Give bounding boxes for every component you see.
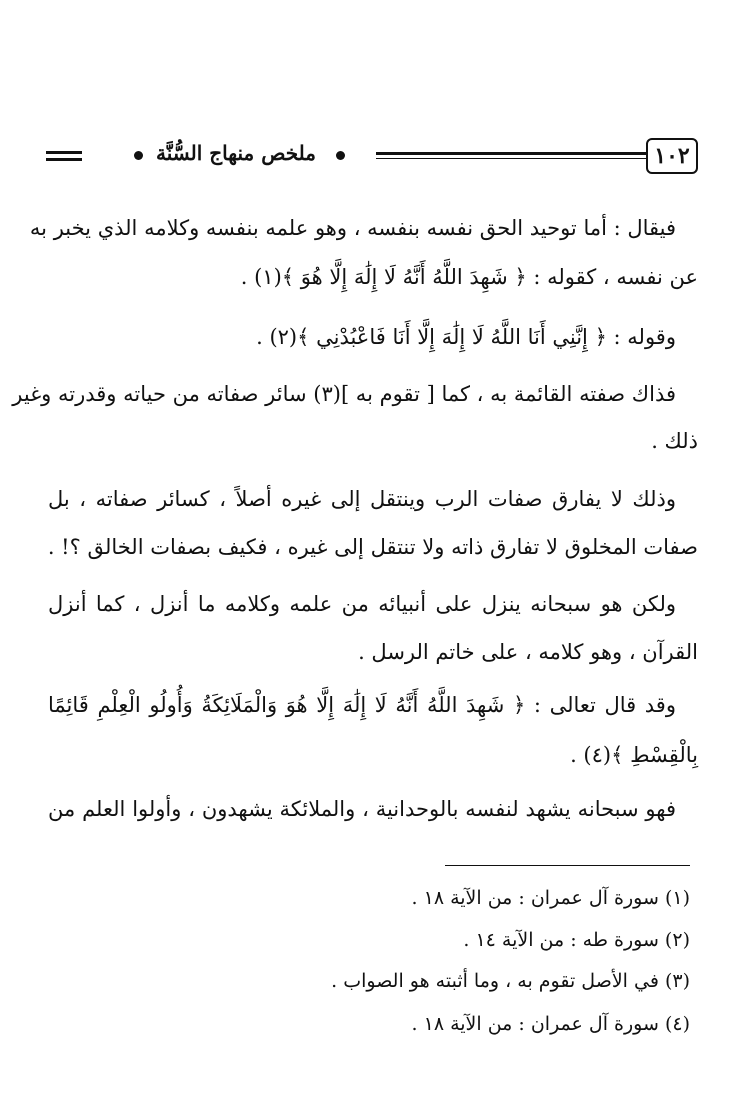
- text-line: القرآن ، وهو كلامه ، على خاتم الرسل .: [358, 640, 698, 664]
- bullet-icon: [134, 151, 143, 160]
- text-line: وذلك لا يفارق صفات الرب وينتقل إلى غيره أصلاً ، كسائر صفاته ، بل: [48, 487, 676, 511]
- text-line: فيقال : أما توحيد الحق نفسه بنفسه ، وهو علمه بنفسه وكلامه الذي يخبر به: [29, 216, 676, 240]
- header-rule: [376, 158, 646, 159]
- text-line: ذلك .: [651, 429, 698, 453]
- text-line: صفات المخلوق لا تفارق ذاته ولا تنتقل إلى غيره ، فكيف بصفات الخالق ؟! .: [47, 535, 698, 559]
- text-line: ولكن هو سبحانه ينزل على أنبيائه من علمه وكلامه ما أنزل ، كما أنزل: [48, 592, 676, 616]
- header-dash: [46, 158, 82, 161]
- footnote-separator: [445, 865, 690, 866]
- text-line: وقد قال تعالى : ﴿ شَهِدَ اللَّهُ أَنَّهُ لَا إِلَٰهَ إِلَّا هُوَ وَالْمَلَائِكَةُ وَأُولُو الْعِلْمِ قَائِمًا: [48, 693, 676, 717]
- running-title: ملخص منهاج السُّنَّة: [156, 141, 316, 165]
- footnote: (١) سورة آل عمران : من الآية ١٨ .: [411, 887, 690, 909]
- text-line: وقوله : ﴿ إِنَّنِي أَنَا اللَّهُ لَا إِلَٰهَ إِلَّا أَنَا فَاعْبُدْنِي ﴾(٢) .: [256, 325, 676, 349]
- text-line: بِالْقِسْطِ ﴾(٤) .: [570, 743, 698, 767]
- footnote: (٢) سورة طه : من الآية ١٤ .: [463, 929, 690, 951]
- text-line: فذاك صفته القائمة به ، كما [ تقوم به ](٣) سائر صفاته من حياته وقدرته وغير: [12, 382, 676, 406]
- page-number: ١٠٢: [646, 138, 698, 174]
- header-rule: [376, 152, 646, 155]
- header-dash: [46, 151, 82, 154]
- text-line: عن نفسه ، كقوله : ﴿ شَهِدَ اللَّهُ أَنَّهُ لَا إِلَٰهَ إِلَّا هُوَ ﴾(١) .: [240, 265, 698, 289]
- footnote: (٣) في الأصل تقوم به ، وما أثبته هو الصواب .: [331, 970, 690, 992]
- footnote: (٤) سورة آل عمران : من الآية ١٨ .: [411, 1013, 690, 1035]
- text-line: فهو سبحانه يشهد لنفسه بالوحدانية ، والملائكة يشهدون ، وأولوا العلم من: [48, 797, 676, 821]
- page-header: [46, 138, 698, 178]
